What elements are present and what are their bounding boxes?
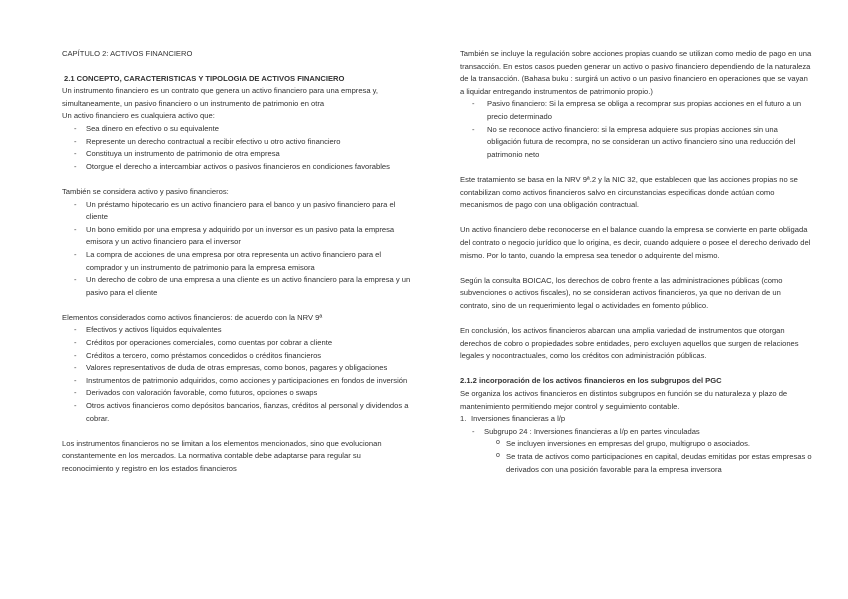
section-title: 2.1 CONCEPTO, CARACTERISTICAS Y TIPOLOGIA DE ACTIVOS FINANCIERO	[64, 73, 345, 83]
intro-paragraph: Un instrumento financiero es un contrato que genera un activo financiero para una empresa y, simultaneamente, un pasivo financiero o un instrumento de patrimonio en otra	[62, 86, 379, 108]
recognition-paragraph: Un activo financiero debe reconocerse en el balance cuando la empresa se convierte en parte obligada del contrato o negocio jurídico que lo origina, es decir, cuando adquiere o posee el derecho derivado del mismo. Por lo tanto, cuando la empresa sea tenedor o adquirente del mismo.	[460, 225, 811, 260]
subsection-intro: Se organiza los activos financieros en distintos subgrupos en función se du naturaleza y plazo de mantenimiento permitiendo mejor control y seguimiento contable.	[460, 389, 788, 411]
list-item: - Un préstamo hipotecario es un activo financiero para el banco y un pasivo financiero para el cliente	[62, 199, 414, 224]
left-column	[62, 48, 414, 476]
subsection-title: 2.1.2 incorporación de los activos financieros en los subgrupos del PGC	[460, 376, 722, 386]
conclusion-paragraph: En conclusión, los activos financieros abarcan una amplia variedad de instrumentos que otorgan derechos de cobro o propiedades sobre entidades, pero excluyen aquellos que surgen de relaciones legales y nocontractuales, como los créditos con administración públicas.	[460, 326, 799, 361]
treasury-list	[460, 98, 812, 161]
list-item: - Sea dinero en efectivo o su equivalente	[62, 123, 414, 136]
elements-lead: Elementos considerados como activos financieros: de acuerdo con la NRV 9ª	[62, 312, 323, 322]
subgroup-list	[460, 438, 812, 476]
list-item: - Créditos a tercero, como préstamos concedidos o créditos financieros	[62, 350, 414, 363]
list-item: - Constituya un instrumento de patrimonio de otra empresa	[62, 148, 414, 161]
both-list	[62, 199, 414, 300]
list-item: 1. Inversiones financieras a l/p	[460, 413, 812, 426]
list-item: - Créditos por operaciones comerciales, como cuentas por cobrar a cliente	[62, 337, 414, 350]
closing-paragraph: Los instrumentos financieros no se limitan a los elementos mencionados, sino que evolucionan constantemente en los mercados. La normativa contable debe adaptarse para regular su reconocimiento y registro en los estados financieros	[62, 438, 382, 473]
numbered-list	[460, 413, 812, 426]
list-item: - No se reconoce activo financiero: si la empresa adquiere sus propias acciones sin una obligación futura de recompra, no se consideran un activo financiero sino una reducción del patrimonio neto	[460, 124, 812, 162]
list-item: - Otorgue el derecho a intercambiar activos o pasivos financieros en condiciones favorables	[62, 161, 414, 174]
list-item: - Un bono emitido por una empresa y adquirido por un inversor es un pasivo pata la empresa emisora y un activo financiero para el inversor	[62, 224, 414, 249]
nrv-paragraph: Este tratamiento se basa en la NRV 9ª.2 y la NIC 32, que establecen que las acciones propias no se contabilizan como activos financieros salvo en circunstancias especificas donde actúan como mecanismos de pago con una obligación contractual.	[460, 174, 798, 210]
list-item: - La compra de acciones de una empresa por otra representa un activo financiero para el comprador y un instrumento de patrimonio para la empresa emisora	[62, 249, 414, 274]
list-item: - Instrumentos de patrimonio adquiridos, como acciones y participaciones en fondos de inversión	[62, 375, 414, 388]
list-item: o Se trata de activos como participaciones en capital, deudas emitidas por estas empresas o derivados con una posición favorable para la empresa inversora	[460, 451, 812, 476]
list-item: - Efectivos y activos líquidos equivalentes	[62, 324, 414, 337]
list-item: - Un derecho de cobro de una empresa a una cliente es un activo financiero para la empresa y un pasivo para el cliente	[62, 274, 414, 299]
boicac-paragraph: Según la consulta BOICAC, los derechos de cobro frente a las administraciones públicas (como subvenciones o activos fiscales), no se consideran activos financieros, ya que no derivan de un contrato, sino de un requerimiento legal o actividades en fomento público.	[460, 275, 783, 310]
list-item: o Se incluyen inversiones en empresas del grupo, multigrupo o asociados.	[460, 438, 812, 451]
elements-list	[62, 324, 414, 425]
definition-list	[62, 123, 414, 173]
list-item: - Valores representativos de duda de otras empresas, como bonos, pagares y obligaciones	[62, 362, 414, 375]
both-lead: También se considera activo y pasivo financieros:	[62, 186, 229, 196]
list-item: - Derivados con valoración favorable, como futuros, opciones o swaps	[62, 387, 414, 400]
treasury-intro: También se incluye la regulación sobre acciones propias cuando se utilizan como medio de pago en una transacción. En estos casos pueden generar un activo o pasivo financiero dependiendo de la naturaleza de la transacción. (Bahasa buku : surgirá un activo o un pasivo financiero en operaciones que se vayan a liquidar entregando instrumentos de patrimonio propio.)	[460, 49, 812, 96]
subgroup-line: - Subgrupo 24 : Inversiones financieras a l/p en partes vinculadas	[460, 426, 812, 439]
list-item: - Represente un derecho contractual a recibir efectivo u otro activo financiero	[62, 136, 414, 149]
chapter-title: CAPÍTULO 2: ACTIVOS FINANCIERO	[62, 49, 193, 58]
list-item: - Pasivo financiero: Si la empresa se obliga a recomprar sus propias acciones en el futuro a un precio determinado	[460, 98, 812, 123]
definition-lead: Un activo financiero es cualquiera activo que:	[62, 111, 215, 121]
right-column	[460, 48, 812, 476]
list-item: - Otros activos financieros como depósitos bancarios, fianzas, créditos al personal y dividendos a cobrar.	[62, 400, 414, 425]
